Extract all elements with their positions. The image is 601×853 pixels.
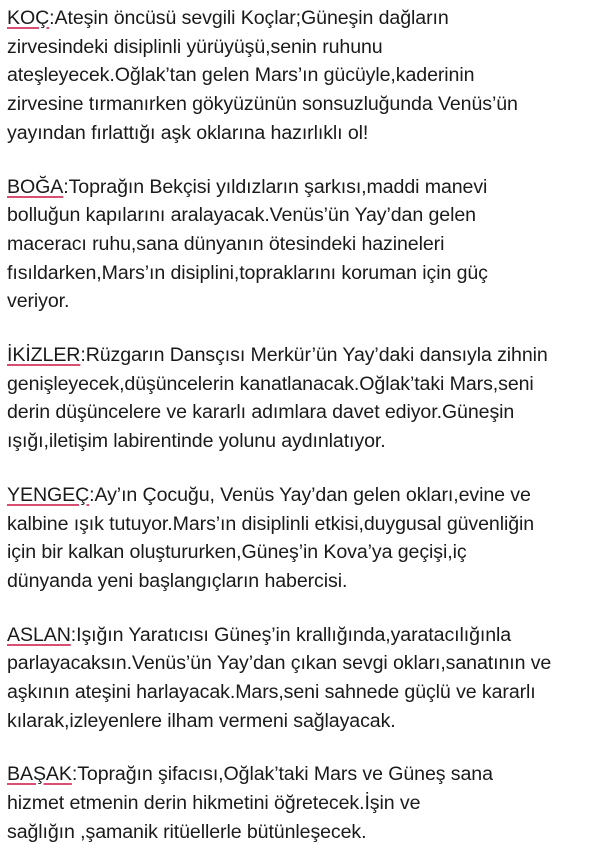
- text-line: kılarak,izleyenlere ilham vermeni sağlayacak.: [7, 709, 396, 732]
- text-line: derin düşüncelere ve kararlı adımlara davet ediyor.Güneşin: [7, 401, 515, 424]
- text-line: :Ateşin öncüsü sevgili Koçlar;Güneşin dağların: [49, 7, 449, 29]
- entry-basak: [7, 760, 595, 846]
- text-line: :Ay’ın Çocuğu, Venüs Yay’dan gelen okları,evine ve: [89, 483, 531, 506]
- text-line: genişleyecek,düşüncelerin kanatlanacak.Oğlak’taki Mars,seni: [7, 372, 534, 395]
- entry-ikizler: [7, 341, 595, 456]
- text-line: kalbine ışık tutuyor.Mars’ın disiplinli etkisi,duygusal güvenliğin: [7, 512, 535, 535]
- sign-name: YENGEÇ: [7, 483, 90, 506]
- text-line: zirvesine tırmanırken gökyüzünün sonsuzluğunda Venüs’ün: [7, 93, 518, 116]
- text-line: zirvesindeki disiplinli yürüyüşü,senin ruhunu: [7, 35, 383, 58]
- text-line: bolluğun kapılarını aralayacak.Venüs’ün Yay’dan gelen: [7, 204, 476, 227]
- text-line: maceracı ruhu,sana dünyanın ötesindeki hazineleri: [7, 232, 445, 255]
- sign-name: ASLAN: [7, 623, 71, 646]
- sign-name: KOÇ: [7, 7, 50, 29]
- text-line: aşkının ateşini harlayacak.Mars,seni sahnede güçlü ve kararlı: [7, 681, 536, 704]
- entry-koc: [7, 4, 595, 148]
- entry-boga: [7, 173, 595, 317]
- text-line: parlayacaksın.Venüs’ün Yay’dan çıkan sevgi okları,sanatının ve: [7, 652, 552, 675]
- sign-name: İKİZLER: [7, 344, 81, 367]
- text-line: fısıldarken,Mars’ın disiplini,topraklarını koruman için güç: [7, 261, 488, 284]
- text-line: ışığı,iletişim labirentinde yolunu aydınlatıyor.: [7, 430, 386, 453]
- entry-yengec: [7, 481, 595, 596]
- sign-name: BOĞA: [7, 175, 64, 198]
- text-line: sağlığın ,şamanik ritüellerle bütünleşecek.: [7, 820, 367, 843]
- text-line: ateşleyecek.Oğlak’tan gelen Mars’ın gücüyle,kaderinin: [7, 64, 475, 87]
- entry-aslan: [7, 621, 595, 736]
- text-line: için bir kalkan oluştururken,Güneş’in Kova’ya geçişi,iç: [7, 541, 467, 564]
- text-line: :Rüzgarın Dansçısı Merkür’ün Yay’daki dansıyla zihnin: [80, 344, 548, 367]
- text-line: :Işığın Yaratıcısı Güneş’in krallığında,yaratacılığınla: [70, 623, 512, 646]
- text-line: yayından fırlattığı aşk oklarına hazırlıklı ol!: [7, 121, 369, 144]
- sign-name: BAŞAK: [7, 763, 72, 786]
- text-line: hizmet etmenin derin hikmetini öğretecek.İşin ve: [7, 792, 421, 815]
- text-line: :Toprağın şifacısı,Oğlak’taki Mars ve Güneş sana: [71, 763, 493, 786]
- text-line: veriyor.: [7, 290, 70, 313]
- text-line: dünyanda yeni başlangıçların habercisi.: [7, 569, 348, 592]
- text-line: :Toprağın Bekçisi yıldızların şarkısı,maddi manevi: [63, 175, 488, 198]
